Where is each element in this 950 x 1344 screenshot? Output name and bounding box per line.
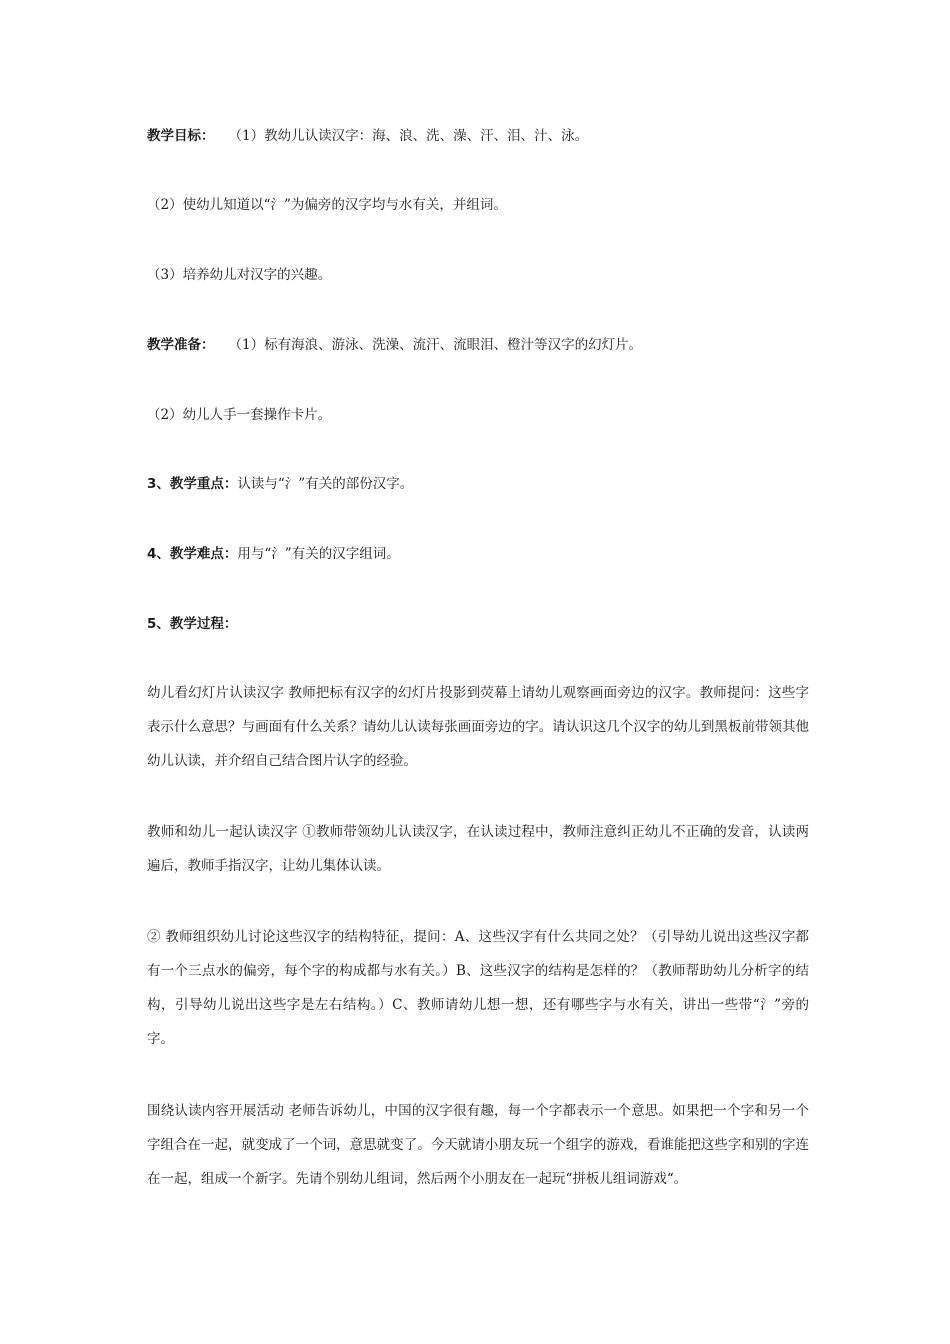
objectives-item-1: （1）教幼儿认读汉字：海、浪、洗、澡、汗、泪、汁、泳。 <box>228 128 589 144</box>
process-paragraph-4: 围绕认读内容开展活动 老师告诉幼儿，中国的汉字很有趣，每一个字都表示一个意思。如果把一个字和另一个字组合在一起，就变成了一个词，意思就变了。今天就请小朋友玩一个组字的游戏，看谁能把这些字和别的字连在一起，组成一个新字。先请个别幼儿组词，然后两个小朋友在一起玩“拼板儿组词游戏“。 <box>147 1103 809 1187</box>
key-point-text: 认读与“氵”有关的部份汉字。 <box>237 476 414 492</box>
objectives-item-2: （2）使幼儿知道以“氵”为偏旁的汉字均与水有关，并组词。 <box>147 197 507 213</box>
process-label: 5、教学过程： <box>147 616 238 632</box>
process-heading <box>147 614 812 634</box>
preparation-line-1 <box>147 335 812 355</box>
key-point-line <box>147 474 812 494</box>
preparation-label: 教学准备： <box>147 337 215 353</box>
difficulty-line <box>147 544 812 564</box>
objectives-line-1 <box>147 126 812 146</box>
objectives-label: 教学目标： <box>147 128 215 144</box>
preparation-item-2: （2）幼儿人手一套操作卡片。 <box>147 407 332 423</box>
key-point-label: 3、教学重点： <box>147 476 238 492</box>
process-paragraph-2: 教师和幼儿一起认读汉字 ①教师带领幼儿认读汉字，在认读过程中，教师注意纠正幼儿不正确的发音，认读两遍后，教师手指汉字，让幼儿集体认读。 <box>147 824 809 874</box>
difficulty-text: 用与“氵”有关的汉字组词。 <box>237 546 400 562</box>
difficulty-label: 4、教学难点： <box>147 546 238 562</box>
process-paragraph-3: ② 教师组织幼儿讨论这些汉字的结构特征，提问：A、这些汉字有什么共同之处？（引导幼儿说出这些汉字都有一个三点水的偏旁，每个字的构成都与水有关。）B、这些汉字的结构是怎样的？（教师帮助幼儿分析字的结构，引导幼儿说出这些字是左右结构。）C、教师请幼儿想一想，还有哪些字与水有关，讲出一些带“氵”旁的字。 <box>147 929 809 1047</box>
preparation-item-1: （1）标有海浪、游泳、洗澡、流汗、流眼泪、橙汁等汉字的幻灯片。 <box>228 337 643 353</box>
objectives-item-3: （3）培养幼儿对汉字的兴趣。 <box>147 267 332 283</box>
process-paragraph-1: 幼儿看幻灯片认读汉字 教师把标有汉字的幻灯片投影到荧幕上请幼儿观察画面旁边的汉字。教师提问：这些字表示什么意思？与画面有什么关系？请幼儿认读每张画面旁边的字。请认识这几个汉字的幼儿到黑板前带领其他幼儿认读，并介绍自己结合图片认字的经验。 <box>147 685 809 769</box>
